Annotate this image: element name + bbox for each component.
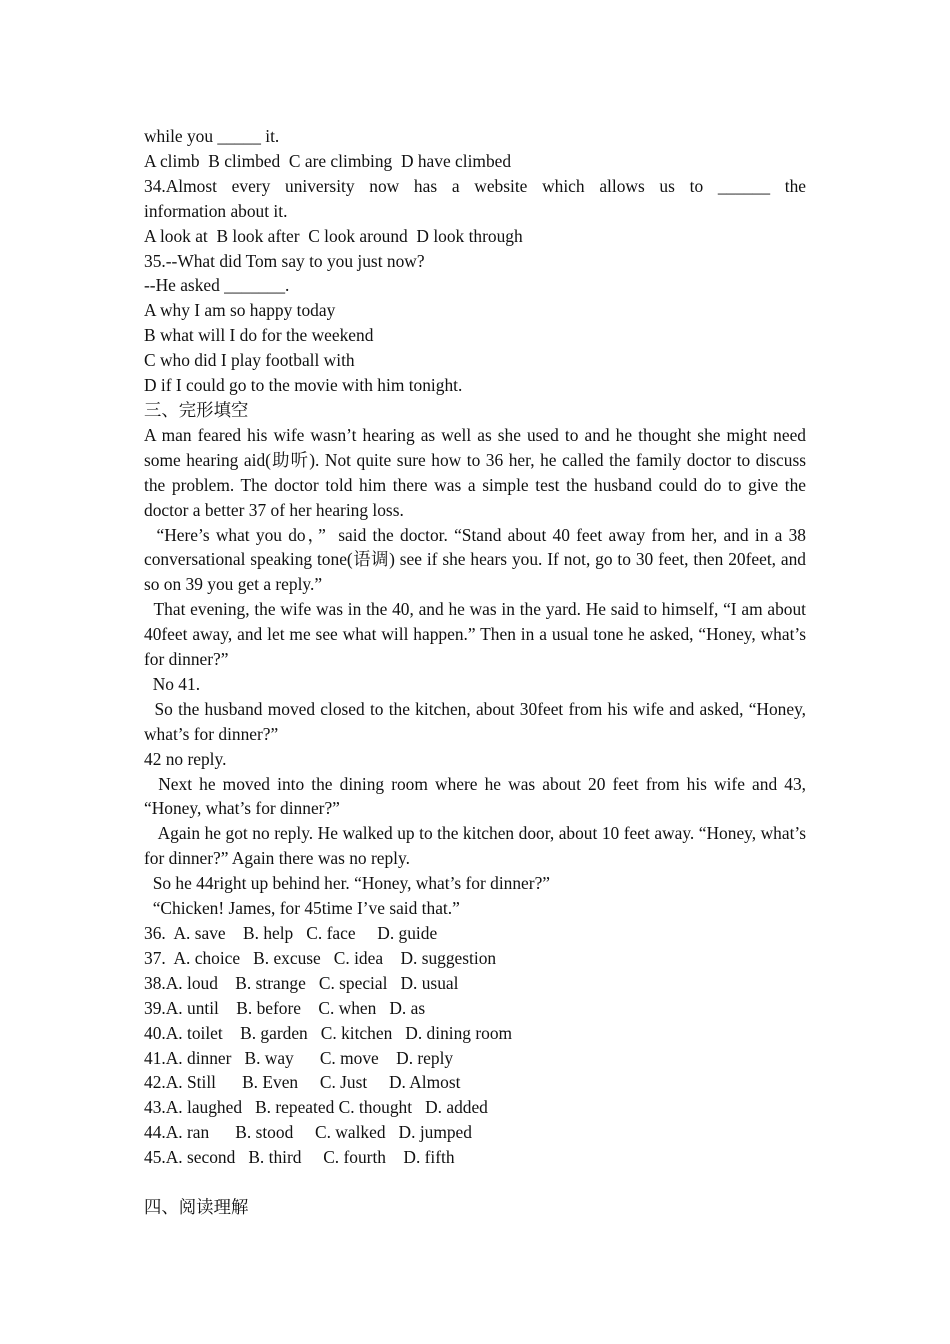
passage-paragraph: Again he got no reply. He walked up to the kitchen door, about 10 feet away. “Honey, what’s for dinner?” Again there was no reply.	[144, 823, 811, 869]
q34-stem-line1: 34.Almost every university now has a website which allows us to ______ the	[144, 175, 806, 196]
q33-options: A climb B climbed C are climbing D have climbed	[144, 150, 512, 171]
choice-row: 37. A. choice B. excuse C. idea D. suggestion	[144, 947, 497, 968]
passage-paragraph: “Here’s what you do，” said the doctor. “Stand about 40 feet away from her, and in a 38 conversational speaking tone(语调) see if she hears you. If not, go to 30 feet, then 20feet, and so on 39 you get a reply.”	[144, 524, 811, 595]
choice-row: 41.A. dinner B. way C. move D. reply	[144, 1047, 454, 1068]
choice-row: 38.A. loud B. strange C. special D. usual	[144, 972, 459, 993]
passage-paragraph: Next he moved into the dining room where he was about 20 feet from his wife and 43, “Honey, what’s for dinner?”	[144, 773, 811, 819]
passage-paragraph: “Chicken! James, for 45time I’ve said that.”	[144, 898, 460, 919]
q35-option-b: B what will I do for the weekend	[144, 325, 374, 346]
passage-paragraph: A man feared his wife wasn’t hearing as well as she used to and he thought she might need some hearing aid(助听). Not quite sure how to 36 her, he called the family doctor to discuss the problem. The doctor told him there was a simple test the husband could do to give the doctor a better 37 of her hearing loss.	[144, 424, 806, 520]
passage-paragraph: So the husband moved closed to the kitchen, about 30feet from his wife and asked, “Honey, what’s for dinner?”	[144, 698, 811, 744]
choice-row: 45.A. second B. third C. fourth D. fifth	[144, 1147, 455, 1168]
passage-paragraph: 42 no reply.	[144, 748, 227, 769]
section3-title: 三、完形填空	[144, 399, 249, 420]
q35-reply: --He asked _______.	[144, 275, 290, 296]
choice-row: 44.A. ran B. stood C. walked D. jumped	[144, 1122, 472, 1143]
q33-stem-end: while you _____ it.	[144, 126, 280, 146]
q35-stem: 35.--What did Tom say to you just now?	[144, 250, 425, 271]
choice-row: 42.A. Still B. Even C. Just D. Almost	[144, 1072, 461, 1093]
passage-paragraph: That evening, the wife was in the 40, and he was in the yard. He said to himself, “I am about 40feet away, and let me see what will happen.” Then in a usual tone he asked, “Honey, what’s for dinner?”	[144, 599, 811, 670]
q35-option-a: A why I am so happy today	[144, 300, 336, 321]
blank-line	[144, 1170, 806, 1195]
passage-paragraph: No 41.	[144, 673, 201, 694]
choice-row: 40.A. toilet B. garden C. kitchen D. dining room	[144, 1022, 513, 1043]
choice-row: 36. A. save B. help C. face D. guide	[144, 923, 438, 943]
choice-row: 43.A. laughed B. repeated C. thought D. added	[144, 1097, 488, 1118]
document-page	[144, 124, 811, 1220]
q34-stem-line2: information about it.	[144, 200, 288, 221]
choice-row: 39.A. until B. before C. when D. as	[144, 997, 426, 1018]
passage-paragraph: So he 44right up behind her. “Honey, what’s for dinner?”	[144, 873, 551, 894]
section4-title: 四、阅读理解	[144, 1196, 249, 1217]
q35-option-d: D if I could go to the movie with him tonight.	[144, 375, 463, 396]
q34-options: A look at B look after C look around D look through	[144, 225, 523, 246]
q35-option-c: C who did I play football with	[144, 350, 355, 371]
